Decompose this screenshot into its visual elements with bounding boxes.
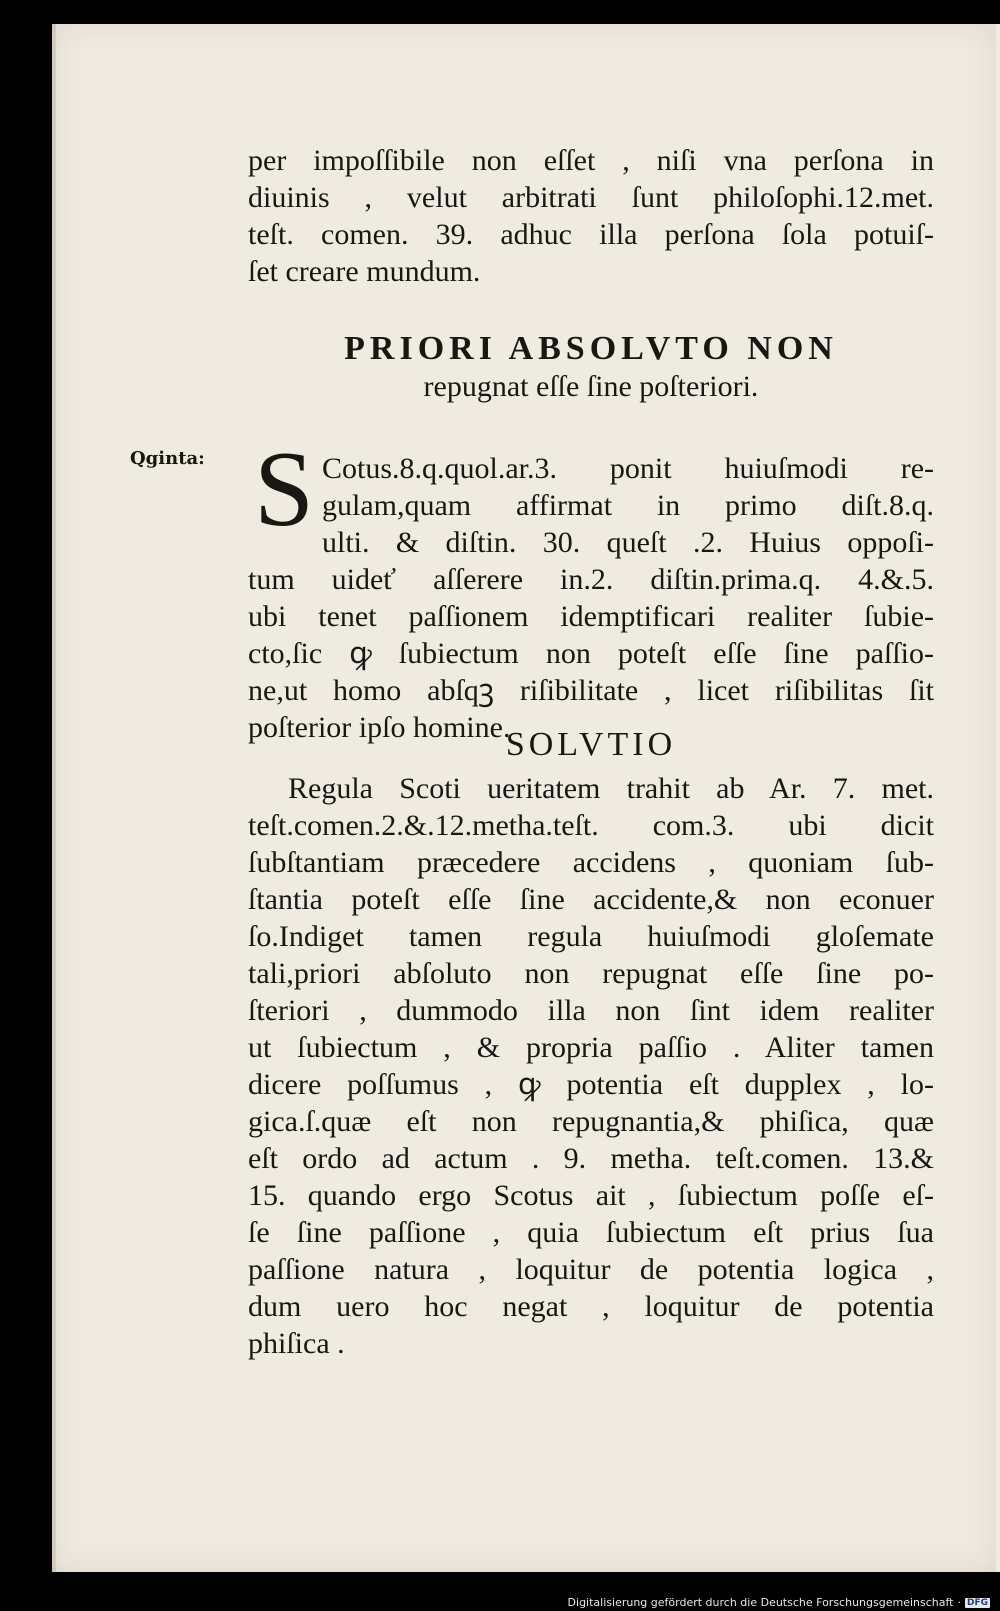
- text-line: 15. quando ergo Scotus ait , ſubiectum poſſe eſ-: [248, 1179, 934, 1212]
- solution-heading: SOLVTIO: [505, 726, 677, 763]
- text-line: diuinis , velut arbitrati ſunt philoſophi.12.met.: [248, 181, 934, 214]
- section-heading: PRIORI ABSOLVTO NON: [344, 330, 838, 367]
- text-line: gica.ſ.quæ eſt non repugnantia,& phiſica, quæ: [248, 1105, 934, 1138]
- paragraph-opening: [322, 450, 934, 561]
- text-line: ſe ſine paſſione , quia ſubiectum eſt prius ſua: [248, 1216, 934, 1249]
- text-line: dum uero hoc negat , loquitur de potentia: [248, 1290, 934, 1323]
- text-line: teſt.comen.2.&.12.metha.teſt. com.3. ubi dicit: [248, 809, 934, 842]
- text-line: Regula Scoti ueritatem trahit ab Ar. 7. met.: [288, 772, 934, 805]
- drop-cap: S: [254, 430, 315, 549]
- text-line: teſt. comen. 39. adhuc illa perſona ſola potuiſ-: [248, 218, 934, 251]
- text-line: paſſione natura , loquitur de potentia logica ,: [248, 1253, 934, 1286]
- intro-paragraph: [248, 142, 934, 290]
- digitization-footer: Digitalisierung gefördert durch die Deutsche Forschungsgemeinschaft · DFG: [567, 1596, 988, 1609]
- text-line: gulam,quam affirmat in primo diſt.8.q.: [322, 489, 934, 522]
- text-line: tum uideť aſſerere in.2. diſtin.prima.q. 4.&.5.: [248, 563, 934, 596]
- text-line: ſtantia poteſt eſſe ſine accidente,& non econuer: [248, 883, 934, 916]
- text-line: tali,priori abſoluto non repugnat eſſe ſine po-: [248, 957, 934, 990]
- solution-paragraph: [248, 770, 934, 1362]
- text-line: per impoſſibile non eſſet , niſi vna perſona in: [248, 144, 934, 177]
- text-line: Cotus.8.q.quol.ar.3. ponit huiuſmodi re-: [322, 452, 934, 485]
- text-line: ſet creare mundum.: [248, 255, 481, 288]
- text-line: cto,ſic ꝙ ſubiectum non poteſt eſſe ſine paſſio-: [248, 637, 934, 670]
- text-line: dicere poſſumus , ꝙ potentia eſt dupplex , lo-: [248, 1068, 934, 1101]
- margin-note: Qginta:: [130, 448, 205, 469]
- text-line: ſo.Indiget tamen regula huiuſmodi gloſemate: [248, 920, 934, 953]
- footer-text: Digitalisierung gefördert durch die Deutsche Forschungsgemeinschaft: [567, 1596, 954, 1609]
- text-line: ubi tenet paſſionem idemptificari realiter ſubie-: [248, 600, 934, 633]
- section-subheading: repugnat eſſe ſine poſteriori.: [423, 370, 759, 403]
- text-line: ulti. & diſtin. 30. queſt .2. Huius oppoſi-: [322, 526, 934, 559]
- text-line: ſubſtantiam præcedere accidens , quoniam ſub-: [248, 846, 934, 879]
- dfg-logo-icon: DFG: [966, 1597, 988, 1608]
- text-line: ſteriori , dummodo illa non ſint idem realiter: [248, 994, 934, 1027]
- text-line: ne,ut homo abſqꝫ riſibilitate , licet riſibilitas ſit: [248, 674, 934, 707]
- text-line: ut ſubiectum , & propria paſſio . Aliter tamen: [248, 1031, 934, 1064]
- text-line: phiſica .: [248, 1327, 345, 1360]
- text-line: poſterior ipſo homine.: [248, 711, 511, 744]
- text-line: eſt ordo ad actum . 9. metha. teſt.comen. 13.&: [248, 1142, 934, 1175]
- paragraph-body: [248, 561, 934, 746]
